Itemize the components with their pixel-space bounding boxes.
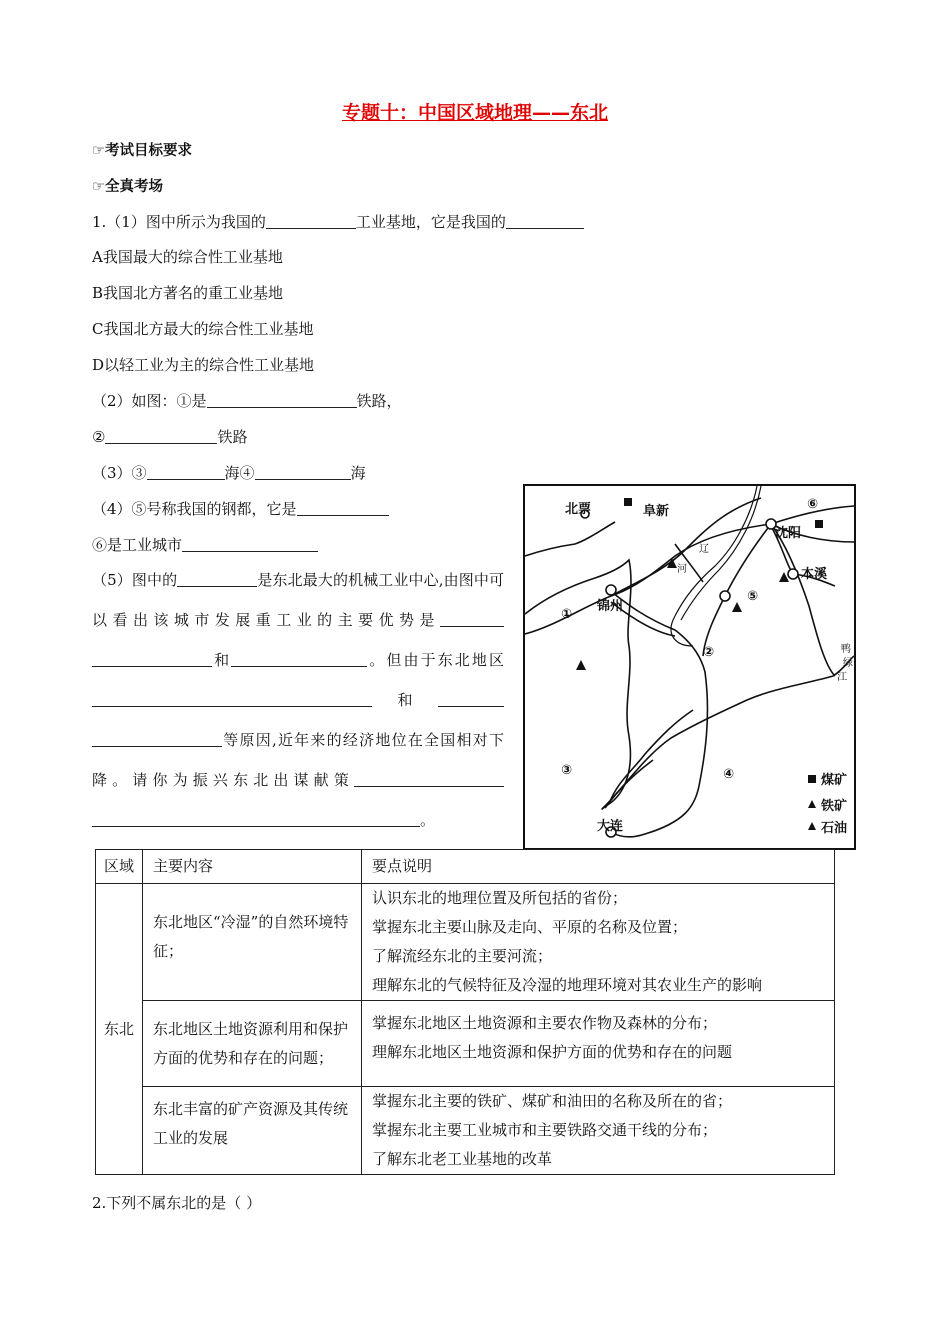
table-point: 掌握东北主要的铁矿、煤矿和油田的名称及所在的省； [372,1092,733,1110]
table-point: 理解东北的气候特征及冷湿的地理环境对其农业生产的影响 [372,976,763,994]
q1-part2-line1 [92,390,402,411]
answer-blank[interactable] [438,692,504,707]
answer-blank[interactable] [506,214,584,229]
table-row [96,884,835,1001]
q1-part2-text: 铁路， [356,392,402,410]
q1-part2-text: ② [92,428,106,446]
q1-part5-text: 等原因,近年来的经济地位在全国相对下降。请你为振兴东北出谋献策 [92,731,504,789]
answer-blank[interactable] [147,465,225,480]
map-legend-label: 铁矿 [821,799,848,814]
page-title: 专题十：中国区域地理——东北 [341,102,608,124]
liaoning-map [523,484,856,850]
table-point: 了解流经东北的主要河流； [372,947,553,965]
option-d: D以轻工业为主的综合性工业基地 [92,356,315,374]
answer-blank[interactable] [231,652,367,667]
map-river-label: 河 [677,564,687,575]
answer-blank[interactable] [177,572,257,587]
map-city-label: 阜新 [643,504,670,519]
table-header: 区域 [96,850,143,884]
question-2: 2.下列不属东北的是（ ） [92,1194,262,1212]
answer-blank[interactable] [354,772,504,787]
answer-blank[interactable] [92,692,372,707]
map-city-label: 沈阳 [775,526,802,541]
map-river-label: 辽 [699,544,709,555]
q1-part5-text: 是东北最大的机械工业中心,由图中可以看出该城市发展重工业的主要优势是 [92,571,504,629]
map-city-label: 大连 [597,819,624,834]
q1-part5-text: 。 [420,811,436,829]
table-region: 东北 [96,884,143,1175]
answer-blank[interactable] [92,812,420,827]
q1-part5-text: 。但由于东北地区 [367,651,504,669]
table-point: 理解东北地区土地资源和保护方面的优势和存在的问题 [372,1043,733,1061]
answer-blank[interactable] [105,429,217,444]
map-legend-label: 煤矿 [821,773,848,788]
objectives-table [95,849,835,1175]
q1-part4-text: （4）⑤号称我国的钢都，它是 [92,500,297,518]
answer-blank[interactable] [297,501,389,516]
map-figure [525,486,854,848]
q1-part3-text: 海 [350,464,366,482]
q1-part2-line2 [92,426,247,447]
table-header-row [96,850,835,884]
q1-part5-text: 和 [212,651,232,669]
q1-part2-text: （2）如图：①是 [92,392,207,410]
q1-line1 [92,211,584,232]
q1-part4-line2 [92,534,318,555]
table-point: 掌握东北主要山脉及走向、平原的名称及位置； [372,918,688,936]
table-points [362,1001,835,1087]
q1-part5-text: （5）图中的 [92,571,178,589]
map-city-label: 本溪 [801,567,828,582]
q1-part3-text: （3）③ [92,464,147,482]
q1-part5 [92,560,504,840]
map-marker: ① [561,607,573,622]
map-city-label: 锦州 [597,599,624,614]
table-header: 主要内容 [143,850,362,884]
answer-blank[interactable] [266,214,356,229]
q1-part2-text: 铁路 [217,428,248,446]
q1-part3-text: 海④ [224,464,255,482]
map-marker: ④ [723,767,735,782]
map-marker: ② [703,645,715,660]
q1-text-b: 工业基地，它是我国的 [355,213,506,231]
table-content: 东北地区“冷湿”的自然环境特征； [143,884,362,1001]
q1-part3 [92,462,366,483]
section-goals: ☞考试目标要求 [92,143,192,159]
q1-part4-text: ⑥是工业城市 [92,536,183,554]
table-row [96,1001,835,1087]
table-point: 掌握东北地区土地资源和主要农作物及森林的分布； [372,1014,718,1032]
option-b: B我国北方著名的重工业基地 [92,284,284,302]
map-marker: ③ [561,763,573,778]
answer-blank[interactable] [92,652,212,667]
map-marker: ⑥ [807,497,819,512]
answer-blank[interactable] [255,465,351,480]
table-content: 东北丰富的矿产资源及其传统工业的发展 [143,1087,362,1175]
map-city-label: 北票 [565,502,592,517]
section-practice: ☞全真考场 [92,179,163,195]
table-points [362,1087,835,1175]
map-river-label: 绿 [843,658,853,669]
table-header: 要点说明 [362,850,835,884]
table-content: 东北地区土地资源利用和保护方面的优势和存在的问题； [143,1001,362,1087]
table-point: 掌握东北主要工业城市和主要铁路交通干线的分布； [372,1121,718,1139]
map-river-label: 鸭 [841,644,851,655]
table-point: 了解东北老工业基地的改革 [372,1150,553,1168]
answer-blank[interactable] [182,537,318,552]
q1-part4-line1 [92,498,389,519]
table-point: 认识东北的地理位置及所包括的省份； [372,889,628,907]
map-marker: ⑤ [747,589,759,604]
map-river-label: 江 [837,672,847,683]
table-points [362,884,835,1001]
option-a: A我国最大的综合性工业基地 [92,248,283,266]
q1-text-a: 1.（1）图中所示为我国的 [92,213,266,231]
answer-blank[interactable] [207,393,357,408]
option-c: C我国北方最大的综合性工业基地 [92,320,314,338]
q1-part5-text: 和 [372,691,438,709]
answer-blank[interactable] [440,612,504,627]
table-row [96,1087,835,1175]
answer-blank[interactable] [92,732,222,747]
map-legend-label: 石油 [821,821,848,836]
